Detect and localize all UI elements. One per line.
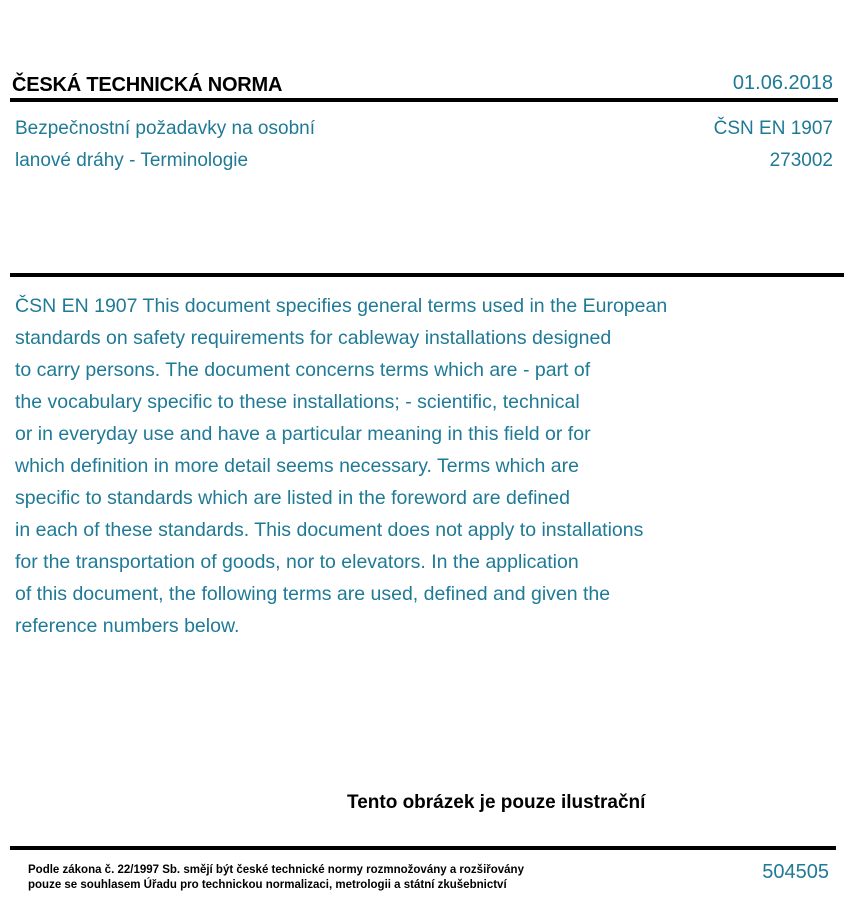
document-id: 504505 — [762, 861, 829, 883]
legal-notice-line-1: Podle zákona č. 22/1997 Sb. smějí být české technické normy rozmnožovány a rozšiřovány — [28, 864, 524, 876]
abstract-line: to carry persons. The document concerns terms which are - part of — [15, 359, 591, 381]
abstract-line: specific to standards which are listed in the foreword are defined — [15, 487, 570, 509]
section-divider — [10, 273, 844, 277]
standard-subtitle-line-2: lanové dráhy - Terminologie — [15, 150, 249, 171]
footer-divider — [10, 846, 836, 850]
legal-notice-line-2: pouze se souhlasem Úřadu pro technickou normalizaci, metrologii a státní zkušebnictví — [28, 879, 507, 891]
abstract-line: ČSN EN 1907 This document specifies general terms used in the European — [15, 295, 668, 317]
abstract-line: standards on safety requirements for cableway installations designed — [15, 327, 612, 349]
abstract-line: which definition in more detail seems necessary. Terms which are — [15, 455, 579, 477]
abstract-line: for the transportation of goods, nor to elevators. In the application — [15, 551, 579, 573]
abstract-line: of this document, the following terms are used, defined and given the — [15, 583, 611, 605]
norm-title: ČESKÁ TECHNICKÁ NORMA — [12, 74, 283, 96]
abstract-line: the vocabulary specific to these installations; - scientific, technical — [15, 391, 580, 413]
publication-date: 01.06.2018 — [732, 72, 833, 94]
abstract-line: or in everyday use and have a particular meaning in this field or for — [15, 423, 591, 445]
standard-subtitle-line-1: Bezpečnostní požadavky na osobní — [15, 118, 315, 139]
abstract-text — [15, 290, 745, 642]
header-divider — [10, 98, 838, 102]
illustration-notice: Tento obrázek je pouze ilustrační — [347, 792, 646, 813]
abstract-line: in each of these standards. This document does not apply to installations — [15, 519, 644, 541]
abstract-line: reference numbers below. — [15, 615, 240, 637]
standard-classification-number: 273002 — [769, 150, 833, 171]
standard-code: ČSN EN 1907 — [713, 118, 833, 139]
